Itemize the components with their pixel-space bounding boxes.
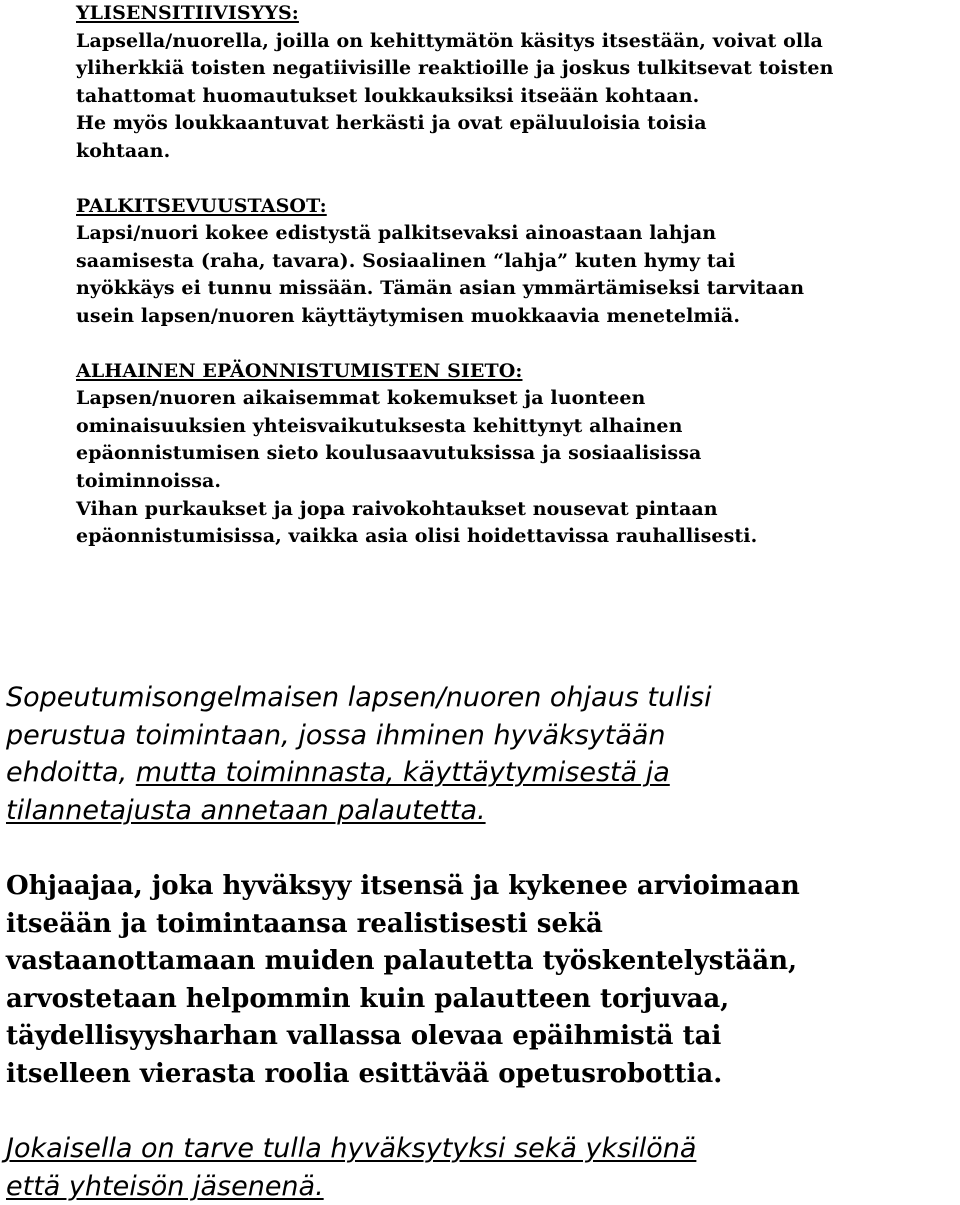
section-text-line: yliherkkiä toisten negatiivisille reaktioille ja joskus tulkitsevat toisten — [76, 57, 834, 80]
guidance-line: Sopeutumisongelmaisen lapsen/nuoren ohjaus tulisi — [6, 682, 712, 713]
section-text-line: epäonnistumisen sieto koulusaavutuksissa ja sosiaalisissa — [76, 442, 702, 465]
section-hypersensitivity — [76, 0, 946, 166]
guidance-line — [6, 754, 936, 792]
instructor-line: vastaanottamaan muiden palautetta työskentelystään, — [6, 946, 798, 976]
section-text-line: nyökkäys ei tunnu missään. Tämän asian ymmärtämiseksi tarvitaan — [76, 277, 805, 300]
guidance-line — [6, 792, 936, 830]
section-text-line: usein lapsen/nuoren käyttäytymisen muokkaavia menetelmiä. — [76, 304, 741, 327]
instructor-line: itselleen vierasta roolia esittävää opetusrobottia. — [6, 1058, 723, 1089]
instructor-line: täydellisyysharhan vallassa olevaa epäihmistä tai — [6, 1021, 722, 1051]
characteristics-list — [76, 0, 946, 578]
instructor-line: Ohjaajaa, joka hyväksyy itsensä ja kykenee arvioimaan — [6, 871, 800, 901]
closing-paragraph — [6, 1130, 936, 1205]
section-text-line: toiminnoissa. — [76, 469, 222, 492]
section-text-line: kohtaan. — [76, 139, 171, 162]
section-text-line: epäonnistumisissa, vaikka asia olisi hoidettavissa rauhallisesti. — [76, 525, 758, 548]
guidance-line: perustua toimintaan, jossa ihminen hyväksytään — [6, 719, 666, 751]
guidance-plain-text: ehdoitta, — [6, 757, 136, 788]
section-heading: ALHAINEN EPÄONNISTUMISTEN SIETO: — [76, 359, 523, 382]
section-low-failure-tolerance — [76, 358, 946, 551]
section-text-line: ominaisuuksien yhteisvaikutuksesta kehittynyt alhainen — [76, 414, 683, 437]
guidance-underlined-text: tilannetajusta annetaan palautetta. — [6, 794, 486, 826]
guidance-paragraph — [6, 679, 936, 829]
closing-line: että yhteisön jäsenenä. — [6, 1170, 324, 1202]
section-text-line: He myös loukkaantuvat herkästi ja ovat epäluuloisia toisia — [76, 112, 707, 135]
guidance-underlined-text: mutta toiminnasta, käyttäytymisestä ja — [135, 757, 670, 788]
section-heading: YLISENSITIIVISYYS: — [76, 2, 299, 24]
section-text-line: Lapsella/nuorella, joilla on kehittymätön käsitys itsestään, voivat olla — [76, 29, 823, 52]
closing-line: Jokaisella on tarve tulla hyväksytyksi sekä yksilönä — [6, 1133, 697, 1164]
section-text-line: tahattomat huomautukset loukkauksiksi itseään kohtaan. — [76, 84, 700, 107]
section-text-line: saamisesta (raha, tavara). Sosiaalinen “lahja” kuten hymy tai — [76, 249, 736, 272]
section-text-line: Vihan purkaukset ja jopa raivokohtaukset nousevat pintaan — [76, 497, 718, 520]
section-text-line: Lapsi/nuori kokee edistystä palkitsevaksi ainoastaan lahjan — [76, 222, 717, 245]
instructor-line: itseään ja toimintaansa realistisesti sekä — [6, 908, 603, 939]
section-text-line: Lapsen/nuoren aikaisemmat kokemukset ja luonteen — [76, 387, 646, 410]
section-reward-levels — [76, 193, 946, 331]
instructor-line: arvostetaan helpommin kuin palautteen torjuvaa, — [6, 983, 730, 1014]
section-heading: PALKITSEVUUSTASOT: — [76, 194, 327, 217]
instructor-paragraph — [6, 868, 936, 1093]
